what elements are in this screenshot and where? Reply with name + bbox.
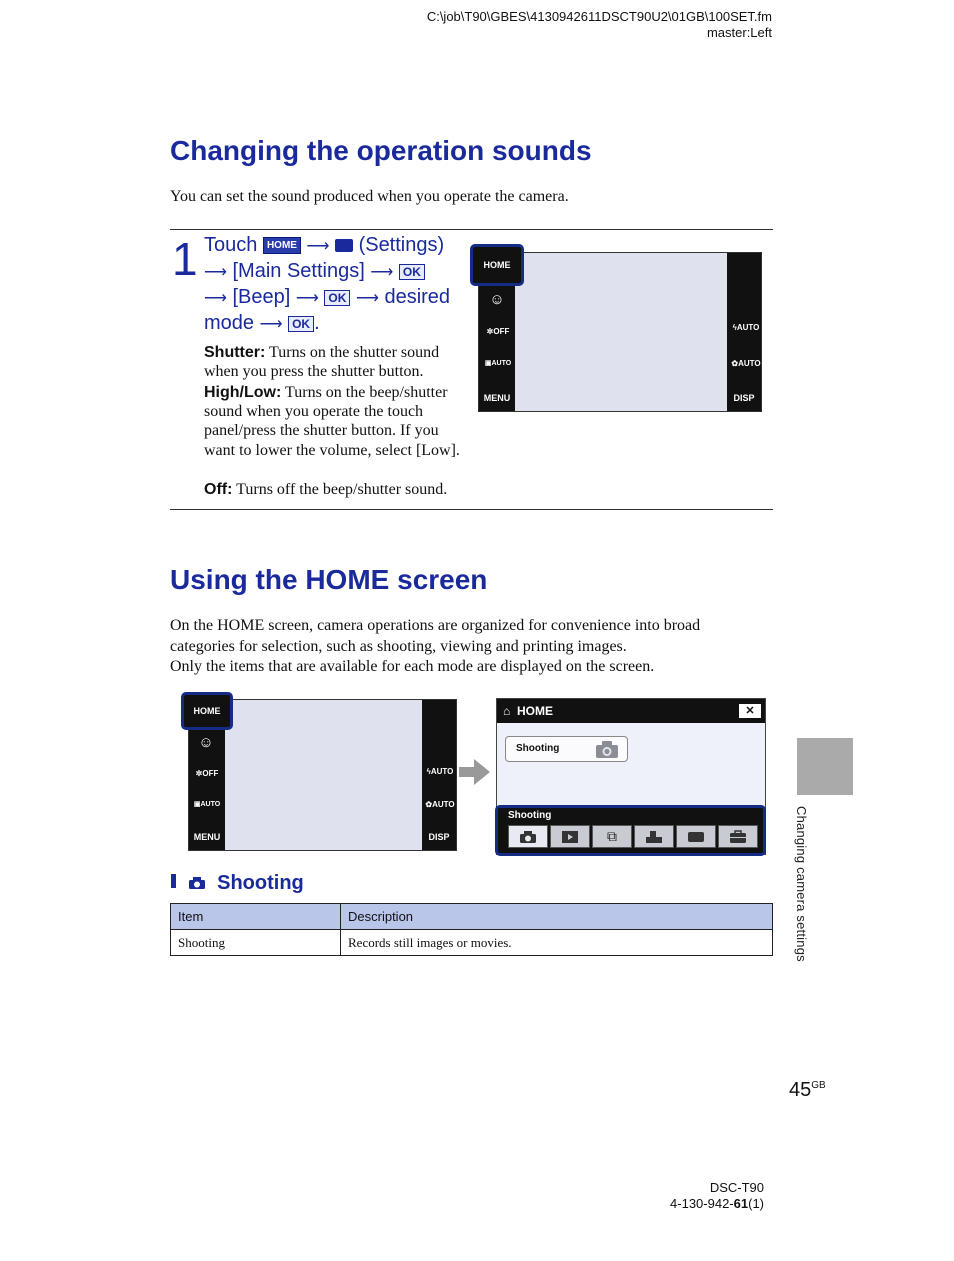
- arrow-icon: ⟶: [204, 290, 227, 307]
- smile-icon: ☺: [198, 734, 214, 751]
- highlow-description: [204, 383, 472, 460]
- highlow-label: High/Low:: [204, 384, 282, 401]
- rule-bottom: [170, 509, 773, 510]
- off-description: [204, 480, 472, 499]
- footer: [670, 1180, 764, 1212]
- table-header-row: [171, 904, 773, 930]
- home-screen-title-bar: [497, 699, 765, 723]
- rule-top: [170, 229, 773, 230]
- house-icon: ⌂: [503, 704, 511, 718]
- section-title-operation-sounds: Changing the operation sounds: [170, 135, 592, 166]
- disp-button: DISP: [733, 393, 755, 403]
- off-label: Off:: [204, 481, 233, 498]
- file-header: [427, 9, 772, 41]
- tab-shooting: [508, 825, 548, 848]
- ok-chip: OK: [288, 316, 314, 332]
- shutter-text: Turns on the shutter sound when you press the shutter button.: [204, 344, 440, 381]
- slideshow-music-icon: ⧉: [607, 828, 617, 845]
- scene-auto-icon: ▣AUTO: [484, 360, 512, 367]
- home-button-highlight: [470, 244, 524, 286]
- table-header-description: Description: [341, 904, 773, 930]
- shutter-label: Shutter:: [204, 344, 266, 361]
- shooting-table: [170, 903, 773, 956]
- subsection-title: Shooting: [217, 872, 304, 894]
- tab-viewing: [550, 825, 590, 848]
- section-title-home-screen: Using the HOME screen: [170, 564, 488, 595]
- camera-icon: [519, 830, 537, 844]
- home-screen-illustration: [496, 698, 766, 855]
- step-settings: (Settings): [358, 234, 445, 256]
- shooting-tile-label: Shooting: [516, 743, 560, 754]
- home-chip: HOME: [263, 237, 301, 254]
- table-row: [171, 930, 773, 956]
- tab-slideshow: [592, 825, 632, 848]
- step-desired: desired: [384, 286, 451, 308]
- step-number: 1: [172, 233, 198, 285]
- file-path: C:\job\T90\GBES\4130942611DSCT90U2\01GB\100SET.fm: [426, 9, 772, 24]
- footer-code-bold: 61: [733, 1196, 749, 1211]
- tab-print: [634, 825, 674, 848]
- arrow-icon: ⟶: [370, 264, 394, 281]
- menu-button: MENU: [483, 393, 511, 403]
- menu-button: MENU: [193, 832, 221, 842]
- table-cell-description: Records still images or movies.: [341, 930, 773, 956]
- step-main-settings: [Main Settings]: [232, 260, 365, 282]
- subsection-heading: [171, 872, 304, 895]
- transition-arrow-icon: [459, 758, 491, 786]
- footer-code: [670, 1196, 764, 1212]
- footer-code-suffix: (1): [748, 1196, 764, 1211]
- heading-marker: [171, 874, 176, 888]
- smile-icon: ☺: [489, 291, 505, 308]
- step-instruction: Touch HOME ⟶ (Settings) ⟶ [Main Settings] ⟶ OK ⟶ [Beep] ⟶ OK ⟶ desired mode ⟶ OK .: [204, 233, 472, 337]
- home-intro-note: Only the items that are available for each mode are displayed on the screen.: [170, 658, 655, 675]
- ok-chip: OK: [324, 290, 350, 306]
- page-number: [789, 1079, 826, 1102]
- highlow-text: Turns on the beep/shutter sound when you operate the touch panel/press the shutter button. If you want to lower the volume, select [Low].: [204, 384, 460, 459]
- ok-chip: OK: [399, 264, 425, 280]
- flash-auto-icon: ϟAUTO: [732, 323, 760, 332]
- flash-auto-icon: ϟAUTO: [426, 767, 454, 776]
- settings-case-icon: [335, 239, 353, 252]
- home-intro-paragraph: On the HOME screen, camera operations are organized for convenience into broad categories for selection, such as shooting, viewing and printing images.: [170, 617, 701, 655]
- tabs-label: Shooting: [508, 810, 552, 821]
- home-button-highlight: [181, 692, 233, 730]
- page-number-value: 45: [789, 1079, 812, 1101]
- table-header-item: Item: [171, 904, 341, 930]
- tv-icon: [687, 830, 705, 844]
- home-screen-title: HOME: [517, 704, 553, 718]
- settings-case-icon: [729, 830, 747, 844]
- footer-code-prefix: 4-130-942-: [670, 1196, 734, 1211]
- arrow-icon: ⟶: [259, 316, 283, 333]
- scene-auto-icon: ▣AUTO: [193, 801, 221, 808]
- camera-icon: [595, 740, 619, 759]
- arrow-icon: ⟶: [204, 264, 227, 281]
- close-icon: ✕: [739, 704, 761, 718]
- smile-off-icon: ✲OFF: [486, 327, 510, 336]
- smile-off-icon: ✲OFF: [195, 769, 219, 778]
- step-touch: Touch: [204, 234, 258, 256]
- disp-button: DISP: [428, 832, 450, 842]
- shutter-description: [204, 343, 472, 381]
- footer-model: DSC-T90: [709, 1180, 764, 1195]
- macro-auto-icon: ✿AUTO: [731, 359, 761, 368]
- arrow-icon: ⟶: [306, 238, 330, 255]
- step-beep: [Beep]: [232, 286, 291, 308]
- arrow-icon: ⟶: [355, 290, 379, 307]
- chapter-tab: [797, 738, 853, 795]
- table-cell-item: Shooting: [171, 930, 341, 956]
- home-button-label: HOME: [483, 260, 511, 270]
- master-label: master:Left: [706, 25, 772, 40]
- shooting-tile: [505, 736, 628, 762]
- section-intro: You can set the sound produced when you operate the camera.: [170, 188, 569, 205]
- page-number-suffix: GB: [811, 1080, 826, 1091]
- tab-settings: [718, 825, 758, 848]
- play-icon: [561, 830, 579, 844]
- print-icon: [645, 830, 663, 844]
- tab-tv: [676, 825, 716, 848]
- category-tabs-highlight: [495, 805, 766, 856]
- step-mode: mode: [204, 312, 255, 334]
- camera-icon: [188, 876, 206, 890]
- arrow-icon: ⟶: [295, 290, 319, 307]
- home-button-label: HOME: [193, 706, 221, 716]
- right-icon-bar: [727, 253, 761, 411]
- chapter-tab-label: Changing camera settings: [794, 806, 809, 962]
- macro-auto-icon: ✿AUTO: [425, 800, 455, 809]
- off-text: Turns off the beep/shutter sound.: [236, 481, 448, 498]
